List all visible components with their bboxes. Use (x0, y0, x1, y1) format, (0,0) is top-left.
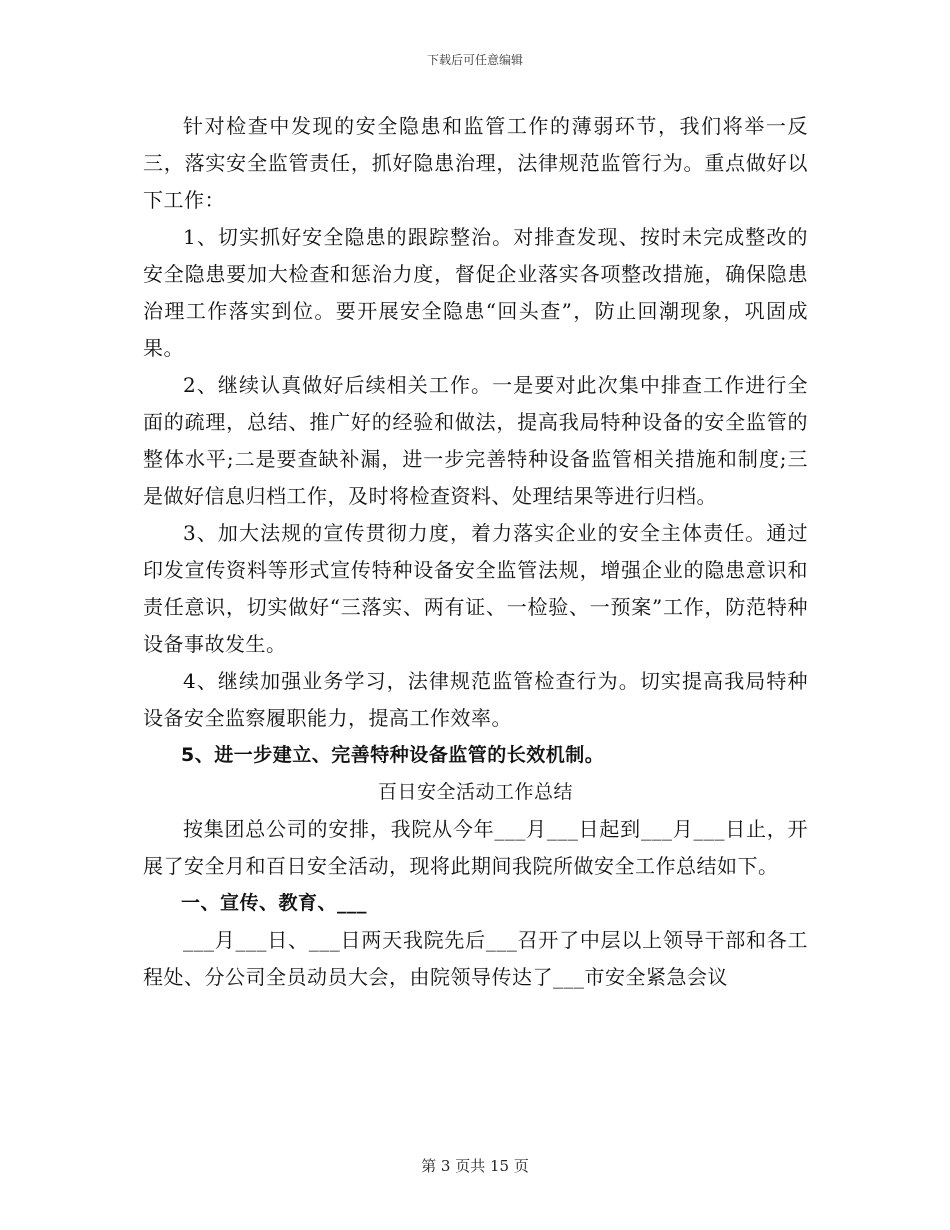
paragraph-item-5: 5、进一步建立、完善特种设备监管的长效机制。 (181, 744, 605, 766)
document-body (143, 108, 808, 996)
page-header-note: 下载后可任意编辑 (426, 53, 523, 67)
paragraph-item-1: 1、切实抓好安全隐患的跟踪整治。对排查发现、按时未完成整改的安全隐患要加大检查和惩治力度，督促企业落实各项整改措施，确保隐患治理工作落实到位。要开展安全隐患“回头查”，防止回潮现象，巩固成果。 (143, 225, 808, 360)
paragraph-item-4: 4、继续加强业务学习，法律规范监管检查行为。切实提高我局特种设备安全监察履职能力，提高工作效率。 (143, 669, 808, 730)
paragraph-item-2: 2、继续认真做好后续相关工作。一是要对此次集中排查工作进行全面的疏理，总结、推广好的经验和做法，提高我局特种设备的安全监管的整体水平;二是要查缺补漏，进一步完善特种设备监管相关措施和制度;三是做好信息归档工作，及时将检查资料、处理结果等进行归档。 (143, 373, 808, 508)
paragraph-item-3: 3、加大法规的宣传贯彻力度，着力落实企业的安全主体责任。通过印发宣传资料等形式宣传特种设备安全监管法规，增强企业的隐患意识和责任意识，切实做好“三落实、两有证、一检验、一预案”工作，防范特种设备事故发生。 (143, 521, 808, 656)
paragraph-section-1: ___月___日、___日两天我院先后___召开了中层以上领导干部和各工程处、分公司全员动员大会，由院领导传达了___市安全紧急会议 (143, 928, 808, 989)
paragraph-summary-intro: 按集团总公司的安排，我院从今年___月___日起到___月___日止，开展了安全月和百日安全活动，现将此期间我院所做安全工作总结如下。 (143, 817, 808, 878)
section-title: 百日安全活动工作总结 (377, 781, 573, 803)
page-number: 第 3 页共 15 页 (421, 1157, 529, 1175)
paragraph-intro: 针对检查中发现的安全隐患和监管工作的薄弱环节，我们将举一反三，落实安全监管责任，抓好隐患治理，法律规范监管行为。重点做好以下工作： (143, 114, 808, 212)
section-heading-1: 一、宣传、教育、___ (181, 892, 368, 914)
